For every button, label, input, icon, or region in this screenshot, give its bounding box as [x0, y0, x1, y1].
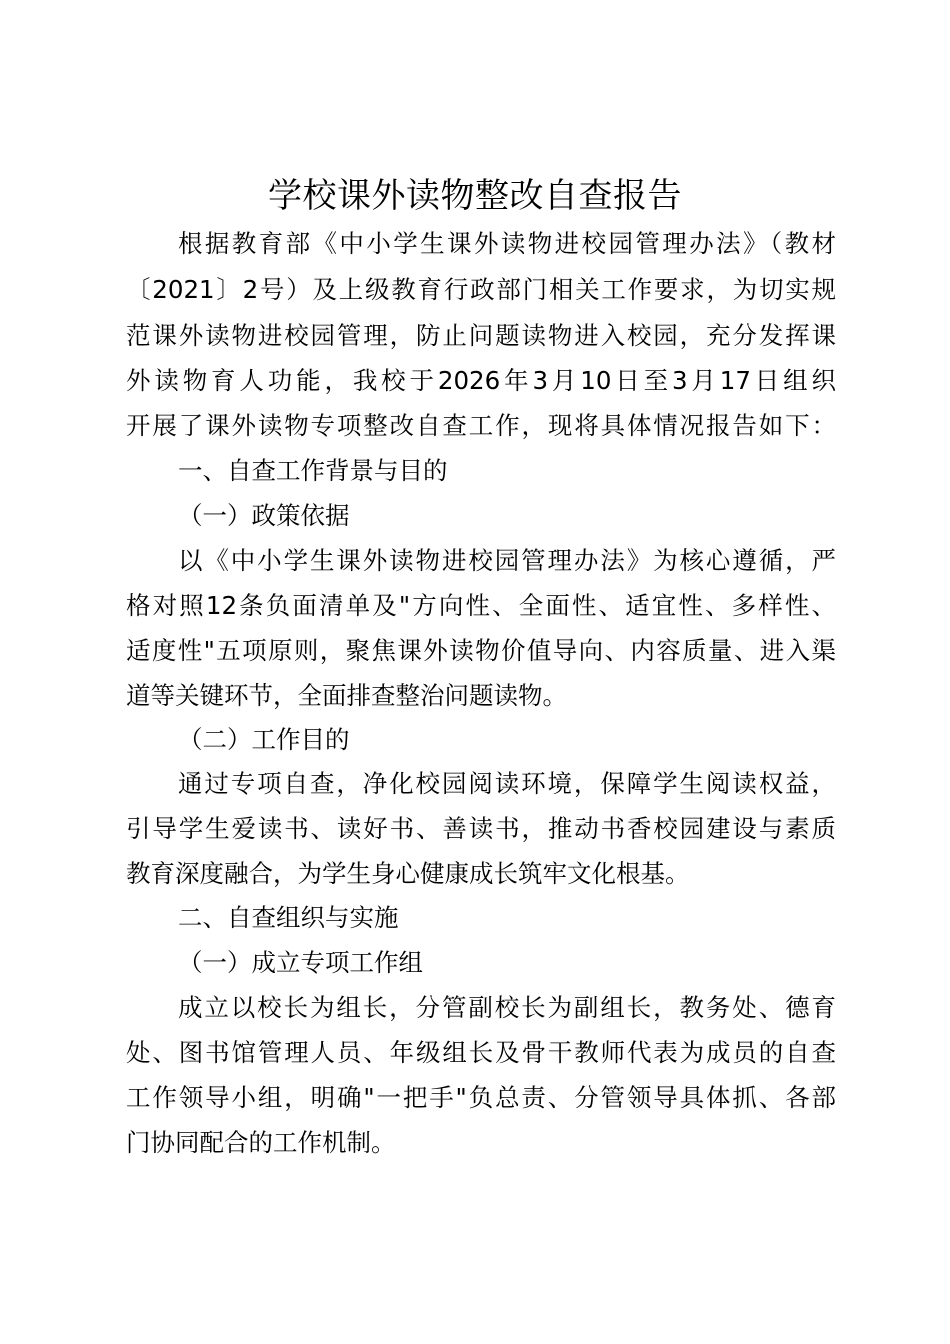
section1-sub1-heading: （一）政策依据 — [178, 501, 350, 530]
section2-sub1-line-1: 成立以校长为组长，分管副校长为副组长，教务处、德育 — [178, 993, 836, 1022]
intro-line-5: 开展了课外读物专项整改自查工作，现将具体情况报告如下： — [126, 411, 836, 440]
section1-sub2-heading: （二）工作目的 — [178, 725, 350, 754]
section1-sub1-line-2: 格对照12条负面清单及"方向性、全面性、适宜性、多样性、 — [126, 591, 836, 620]
section1-sub2-line-3: 教育深度融合，为学生身心健康成长筑牢文化根基。 — [126, 859, 690, 888]
section2-sub1-line-3: 工作领导小组，明确"一把手"负总责、分管领导具体抓、各部 — [126, 1083, 836, 1112]
section2-heading: 二、自查组织与实施 — [178, 903, 399, 932]
section1-sub1-line-4: 道等关键环节，全面排查整治问题读物。 — [126, 681, 567, 710]
intro-line-3: 范课外读物进校园管理，防止问题读物进入校园，充分发挥课 — [126, 321, 836, 350]
section2-sub1-line-4: 门协同配合的工作机制。 — [126, 1128, 396, 1157]
section1-sub1-line-3: 适度性"五项原则，聚焦课外读物价值导向、内容质量、进入渠 — [126, 636, 836, 665]
intro-line-1: 根据教育部《中小学生课外读物进校园管理办法》（教材 — [178, 229, 836, 258]
document-title: 学校课外读物整改自查报告 — [268, 176, 682, 216]
section2-sub1-heading: （一）成立专项工作组 — [178, 948, 423, 977]
section1-sub2-line-1: 通过专项自查，净化校园阅读环境，保障学生阅读权益， — [178, 769, 836, 798]
section1-sub1-line-1: 以《中小学生课外读物进校园管理办法》为核心遵循，严 — [178, 546, 836, 575]
intro-line-2: 〔2021〕2号）及上级教育行政部门相关工作要求，为切实规 — [126, 275, 836, 304]
section1-sub2-line-2: 引导学生爱读书、读好书、善读书，推动书香校园建设与素质 — [126, 814, 836, 843]
section1-heading: 一、自查工作背景与目的 — [178, 456, 448, 485]
intro-line-4: 外读物育人功能，我校于2026年3月10日至3月17日组织 — [126, 366, 836, 395]
section2-sub1-line-2: 处、图书馆管理人员、年级组长及骨干教师代表为成员的自查 — [126, 1038, 836, 1067]
